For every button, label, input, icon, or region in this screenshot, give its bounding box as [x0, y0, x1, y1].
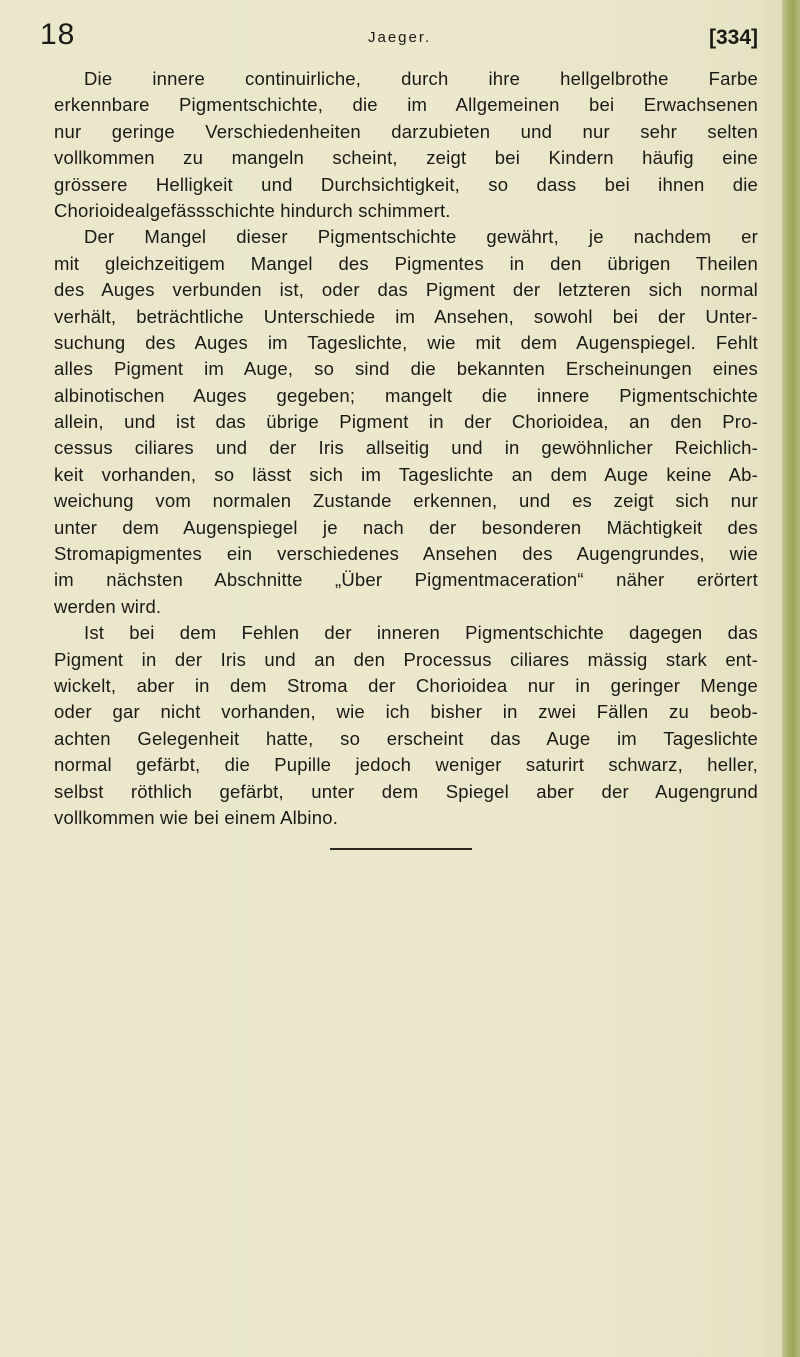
- text-line: achten Gelegenheit hatte, so erscheint das Auge im Tageslichte: [54, 727, 758, 749]
- text-line: alles Pigment im Auge, so sind die bekannten Erscheinungen eines: [54, 358, 758, 380]
- text-line: Chorioidealgefässschichte hindurch schimmert.: [54, 199, 451, 221]
- text-line: wickelt, aber in dem Stroma der Chorioidea nur in geringer Menge: [54, 674, 758, 696]
- text-line: keit vorhanden, so lässt sich im Tageslichte an dem Auge keine Ab-: [54, 463, 758, 485]
- text-line: suchung des Auges im Tageslichte, wie mit dem Augenspiegel. Fehlt: [54, 331, 758, 353]
- text-line: nur geringe Verschiedenheiten darzubieten und nur sehr selten: [54, 120, 758, 142]
- text-line: albinotischen Auges gegeben; mangelt die innere Pigmentschichte: [54, 384, 758, 406]
- running-head: Jaeger.: [368, 29, 432, 46]
- text-line: oder gar nicht vorhanden, wie ich bisher in zwei Fällen zu beob-: [54, 701, 758, 723]
- text-line: normal gefärbt, die Pupille jedoch weniger saturirt schwarz, heller,: [54, 754, 758, 776]
- text-line: cessus ciliares und der Iris allseitig und in gewöhnlicher Reichlich-: [54, 437, 758, 459]
- text-line: verhält, beträchtliche Unterschiede im Ansehen, sowohl bei der Unter-: [54, 305, 758, 327]
- body-text: [54, 66, 758, 831]
- section-reference: [334]: [708, 26, 758, 49]
- text-line: weichung vom normalen Zustande erkennen, und es zeigt sich nur: [54, 490, 758, 512]
- text-line: Ist bei dem Fehlen der inneren Pigmentschichte dagegen das: [84, 622, 758, 644]
- text-line: im nächsten Abschnitte „Über Pigmentmaceration“ näher erörtert: [54, 569, 758, 591]
- text-line: allein, und ist das übrige Pigment in der Chorioidea, an den Pro-: [54, 411, 758, 433]
- text-line: Der Mangel dieser Pigmentschichte gewährt, je nachdem er: [84, 226, 758, 248]
- page-number: 18: [40, 18, 76, 51]
- text-line: mit gleichzeitigem Mangel des Pigmentes in den übrigen Theilen: [54, 252, 758, 274]
- page-header: [40, 18, 758, 58]
- text-line: vollkommen wie bei einem Albino.: [54, 806, 339, 828]
- text-line: Stromapigmentes ein verschiedenes Ansehen des Augengrundes, wie: [54, 543, 758, 565]
- text-line: werden wird.: [54, 595, 162, 617]
- text-line: grössere Helligkeit und Durchsichtigkeit, so dass bei ihnen die: [54, 173, 758, 195]
- text-line: vollkommen zu mangeln scheint, zeigt bei Kindern häufig eine: [54, 147, 758, 169]
- text-line: Die innere continuirliche, durch ihre hellgelbrothe Farbe: [84, 68, 758, 89]
- text-line: erkennbare Pigmentschichte, die im Allgemeinen bei Erwachsenen: [54, 94, 758, 116]
- page-edge-shading: [782, 0, 800, 1357]
- text-line: unter dem Augenspiegel je nach der besonderen Mächtigkeit des: [54, 516, 758, 538]
- text-line: des Auges verbunden ist, oder das Pigment der letzteren sich normal: [54, 279, 758, 301]
- section-divider-rule: [330, 848, 472, 850]
- text-line: Pigment in der Iris und an den Processus ciliares mässig stark ent-: [54, 648, 758, 670]
- text-line: selbst röthlich gefärbt, unter dem Spiegel aber der Augengrund: [54, 780, 758, 802]
